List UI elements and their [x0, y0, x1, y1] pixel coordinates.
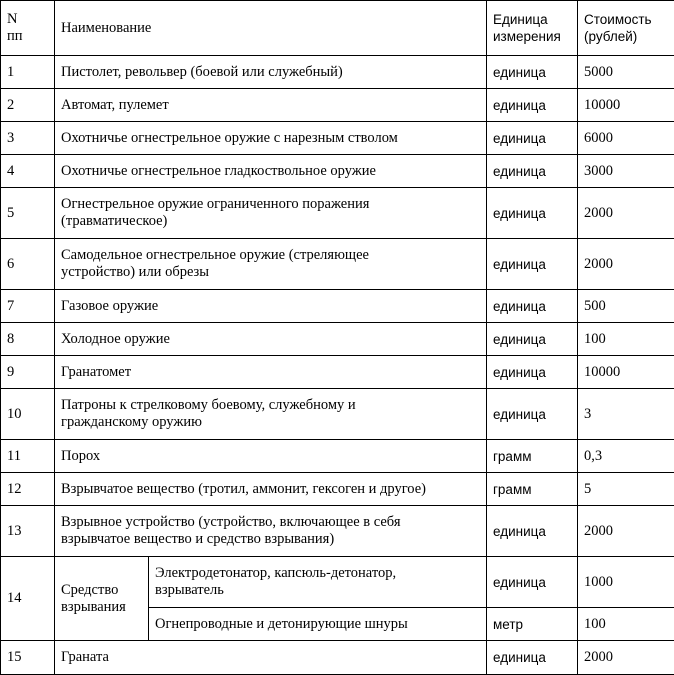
row-subitem-name: Огнепроводные и детонирующие шнуры: [149, 608, 487, 641]
row-name: Автомат, пулемет: [55, 89, 487, 122]
row-unit: единица: [487, 290, 578, 323]
row-cost: 1000: [578, 557, 674, 608]
row-number: 11: [1, 440, 55, 473]
row-cost: 100: [578, 608, 674, 641]
row-name: Патроны к стрелковому боевому, служебному и гражданскому оружию: [55, 389, 487, 440]
row-cost: 2000: [578, 188, 674, 239]
row-number: 5: [1, 188, 55, 239]
row-name: Охотничье огнестрельное гладкоствольное оружие: [55, 155, 487, 188]
row-number: 14: [1, 557, 55, 641]
row-unit: единица: [487, 155, 578, 188]
row-name: Огнестрельное оружие ограниченного поражения (травматическое): [55, 188, 487, 239]
row-cost: 0,3: [578, 440, 674, 473]
row-number: 3: [1, 122, 55, 155]
row-name: Гранатомет: [55, 356, 487, 389]
row-number: 1: [1, 56, 55, 89]
table-row: [1, 506, 674, 557]
row-unit: единица: [487, 389, 578, 440]
row-cost: 2000: [578, 506, 674, 557]
row-name: Взрывчатое вещество (тротил, аммонит, гексоген и другое): [55, 473, 487, 506]
row-number: 13: [1, 506, 55, 557]
table-row: [1, 155, 674, 188]
table-row: [1, 239, 674, 290]
row-cost: 100: [578, 323, 674, 356]
row-unit: единица: [487, 557, 578, 608]
table-row: [1, 290, 674, 323]
row-unit: единица: [487, 641, 578, 675]
row-unit: единица: [487, 506, 578, 557]
table-row: [1, 473, 674, 506]
row-cost: 500: [578, 290, 674, 323]
header-cost: Стоимость (рублей): [578, 1, 674, 56]
row-number: 7: [1, 290, 55, 323]
row-cost: 2000: [578, 239, 674, 290]
table-row: [1, 557, 674, 608]
table-row: [1, 389, 674, 440]
row-name: Пистолет, револьвер (боевой или служебный): [55, 56, 487, 89]
row-number: 15: [1, 641, 55, 675]
row-subitem-name: Электродетонатор, капсюль-детонатор, взрыватель: [149, 557, 487, 608]
row-cost: 6000: [578, 122, 674, 155]
table-row: [1, 641, 674, 675]
row-number: 10: [1, 389, 55, 440]
row-number: 4: [1, 155, 55, 188]
row-unit: единица: [487, 122, 578, 155]
row-cost: 10000: [578, 89, 674, 122]
row-unit: грамм: [487, 440, 578, 473]
row-cost: 3000: [578, 155, 674, 188]
row-cost: 5: [578, 473, 674, 506]
row-unit: единица: [487, 323, 578, 356]
row-unit: единица: [487, 89, 578, 122]
table-row: [1, 188, 674, 239]
row-name: Газовое оружие: [55, 290, 487, 323]
row-number: 9: [1, 356, 55, 389]
row-cost: 10000: [578, 356, 674, 389]
header-unit: Единица измерения: [487, 1, 578, 56]
row-unit: единица: [487, 56, 578, 89]
row-unit: метр: [487, 608, 578, 641]
row-name: Охотничье огнестрельное оружие с нарезным стволом: [55, 122, 487, 155]
row-unit: единица: [487, 188, 578, 239]
header-name: Наименование: [55, 1, 487, 56]
row-number: 2: [1, 89, 55, 122]
row-unit: единица: [487, 356, 578, 389]
row-number: 12: [1, 473, 55, 506]
row-name: Порох: [55, 440, 487, 473]
row-cost: 2000: [578, 641, 674, 675]
table-row: [1, 440, 674, 473]
row-name: Самодельное огнестрельное оружие (стреляющее устройство) или обрезы: [55, 239, 487, 290]
table-row: [1, 56, 674, 89]
table-row: [1, 356, 674, 389]
row-cost: 5000: [578, 56, 674, 89]
table-header-row: [1, 1, 674, 56]
table-row: [1, 122, 674, 155]
table-row: [1, 323, 674, 356]
row-name: Взрывное устройство (устройство, включающее в себя взрывчатое вещество и средство взрывания): [55, 506, 487, 557]
row-number: 6: [1, 239, 55, 290]
table-row: [1, 89, 674, 122]
row-unit: грамм: [487, 473, 578, 506]
row-number: 8: [1, 323, 55, 356]
row-cost: 3: [578, 389, 674, 440]
row-unit: единица: [487, 239, 578, 290]
header-number: N пп: [1, 1, 55, 56]
row-group-name: Средство взрывания: [55, 557, 149, 641]
row-name: Холодное оружие: [55, 323, 487, 356]
row-name: Граната: [55, 641, 487, 675]
